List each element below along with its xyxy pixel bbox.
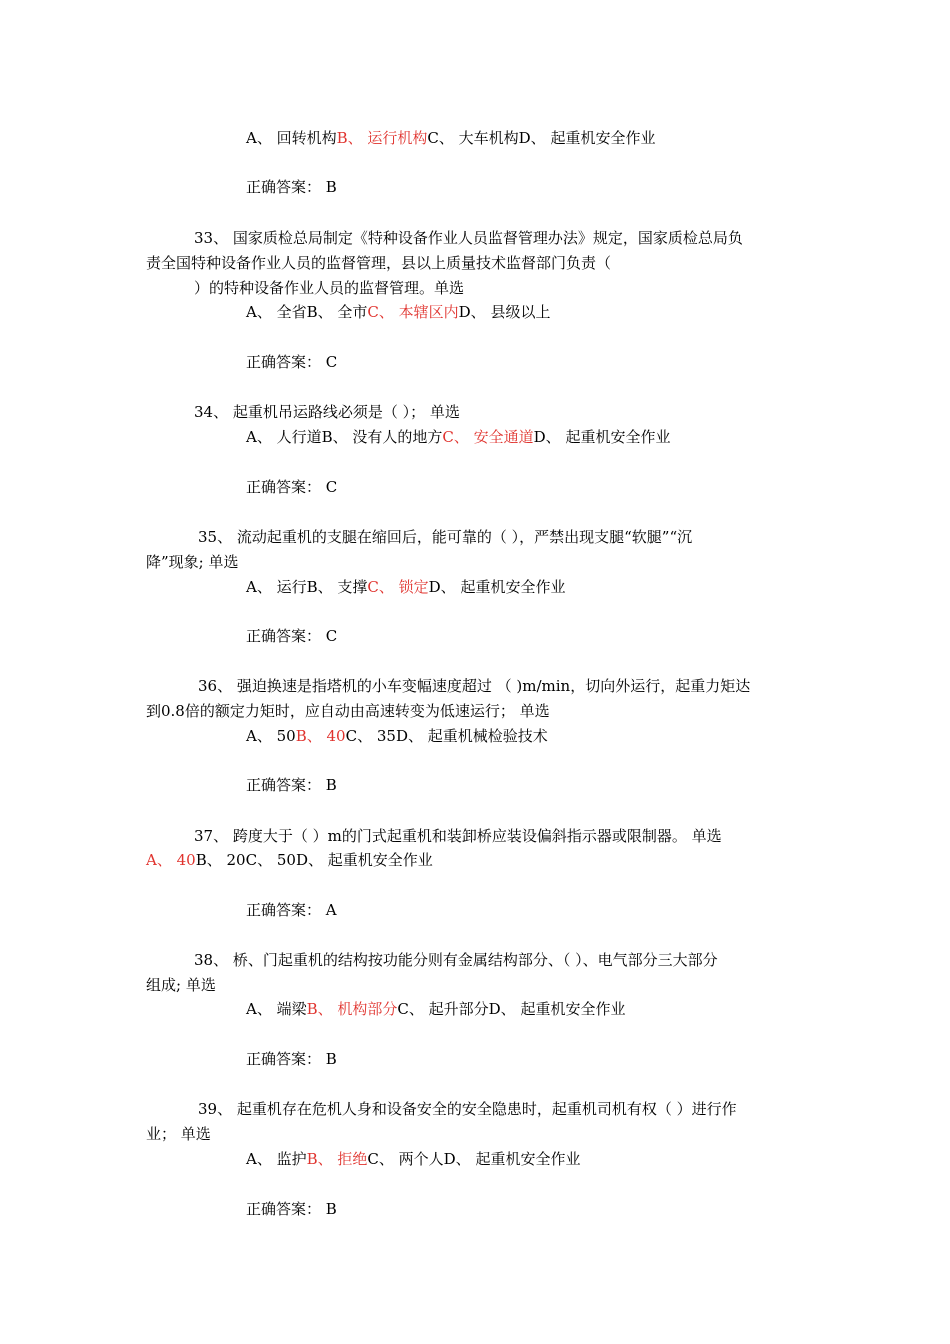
q33-option-a: A、 全省 <box>246 303 307 321</box>
q34-option-d: D、 起重机安全作业 <box>533 428 671 446</box>
q34-text-line1: 34、 起重机吊运路线必须是（ ）； 单选 <box>194 403 460 421</box>
q37-option-c: C、 50 <box>245 851 296 869</box>
q33-option-d: D、 县级以上 <box>458 303 551 321</box>
q34-answer: 正确答案： C <box>246 478 338 496</box>
q35-option-a: A、 运行 <box>246 578 307 596</box>
q37-options <box>146 850 433 870</box>
q35-options <box>246 577 565 597</box>
q38-options <box>246 999 625 1019</box>
q32-option-c: C、 大车机构 <box>427 129 519 147</box>
q32-options <box>246 128 655 148</box>
q35-text-line2: 降”现象; 单选 <box>146 553 239 571</box>
q38-text-line2: 组成; 单选 <box>146 976 216 994</box>
q39-text-line1: 39、 起重机存在危机人身和设备安全的安全隐患时，起重机司机有权（ ）进行作 <box>198 1100 737 1118</box>
q35-answer: 正确答案： C <box>246 627 338 645</box>
q33-option-b: B、 全市 <box>306 303 368 321</box>
q37-option-a: A、 40 <box>146 851 196 869</box>
q39-option-a: A、 监护 <box>246 1150 307 1168</box>
q39-option-b: B、 拒绝 <box>306 1150 368 1168</box>
q39-option-d: D、 起重机安全作业 <box>443 1150 581 1168</box>
q32-option-a: A、 回转机构 <box>246 129 337 147</box>
q34-option-b: B、 没有人的地方 <box>321 428 443 446</box>
q33-text-line3: ）的特种设备作业人员的监督管理。单选 <box>194 279 465 297</box>
q33-answer: 正确答案： C <box>246 353 338 371</box>
q33-text-line2: 责全国特种设备作业人员的监督管理，县以上质量技术监督部门负责（ <box>146 254 612 272</box>
q39-option-c: C、 两个人 <box>367 1150 444 1168</box>
q35-option-c: C、 锁定 <box>367 578 429 596</box>
q37-text-line1: 37、 跨度大于（ ）m的门式起重机和装卸桥应装设偏斜指示器或限制器。 单选 <box>194 827 722 845</box>
q34-option-c: C、 安全通道 <box>442 428 534 446</box>
q33-option-c: C、 本辖区内 <box>367 303 459 321</box>
q33-options <box>246 302 550 322</box>
q39-answer: 正确答案： B <box>246 1200 337 1218</box>
q35-text-line1: 35、 流动起重机的支腿在缩回后，能可靠的（ ），严禁出现支腿“软腿”“沉 <box>198 528 693 546</box>
q32-option-b: B、 运行机构 <box>336 129 428 147</box>
q34-option-a: A、 人行道 <box>246 428 322 446</box>
q32-option-d: D、 起重机安全作业 <box>518 129 656 147</box>
q39-options <box>246 1149 580 1169</box>
q36-option-b: B、 40 <box>295 727 346 745</box>
q35-option-d: D、 起重机安全作业 <box>428 578 566 596</box>
q36-text-line2: 到0.8倍的额定力矩时，应自动由高速转变为低速运行； 单选 <box>146 702 550 720</box>
q36-answer: 正确答案： B <box>246 776 337 794</box>
q37-answer: 正确答案： A <box>246 901 337 919</box>
q38-text-line1: 38、 桥、门起重机的结构按功能分则有金属结构部分、（ ）、电气部分三大部分 <box>194 951 718 969</box>
q38-answer: 正确答案： B <box>246 1050 337 1068</box>
q37-option-b: B、 20 <box>195 851 246 869</box>
q38-option-c: C、 起升部分 <box>397 1000 489 1018</box>
q35-option-b: B、 支撑 <box>306 578 368 596</box>
q32-answer: 正确答案： B <box>246 178 337 196</box>
q38-option-d: D、 起重机安全作业 <box>488 1000 626 1018</box>
q37-option-d: D、 起重机安全作业 <box>295 851 433 869</box>
q38-option-b: B、 机构部分 <box>306 1000 398 1018</box>
q39-text-line2: 业； 单选 <box>146 1125 211 1143</box>
q36-option-c: C、 35 <box>345 727 396 745</box>
q36-options <box>246 726 548 746</box>
q36-option-d: D、 起重机械检验技术 <box>395 727 548 745</box>
q34-options <box>246 427 670 447</box>
q36-text-line1: 36、 强迫换速是指塔机的小车变幅速度超过 （ )m/min，切向外运行，起重力矩达 <box>198 677 751 695</box>
q36-option-a: A、 50 <box>246 727 296 745</box>
q33-text-line1: 33、 国家质检总局制定《特种设备作业人员监督管理办法》规定，国家质检总局负 <box>194 229 743 247</box>
q38-option-a: A、 端梁 <box>246 1000 307 1018</box>
